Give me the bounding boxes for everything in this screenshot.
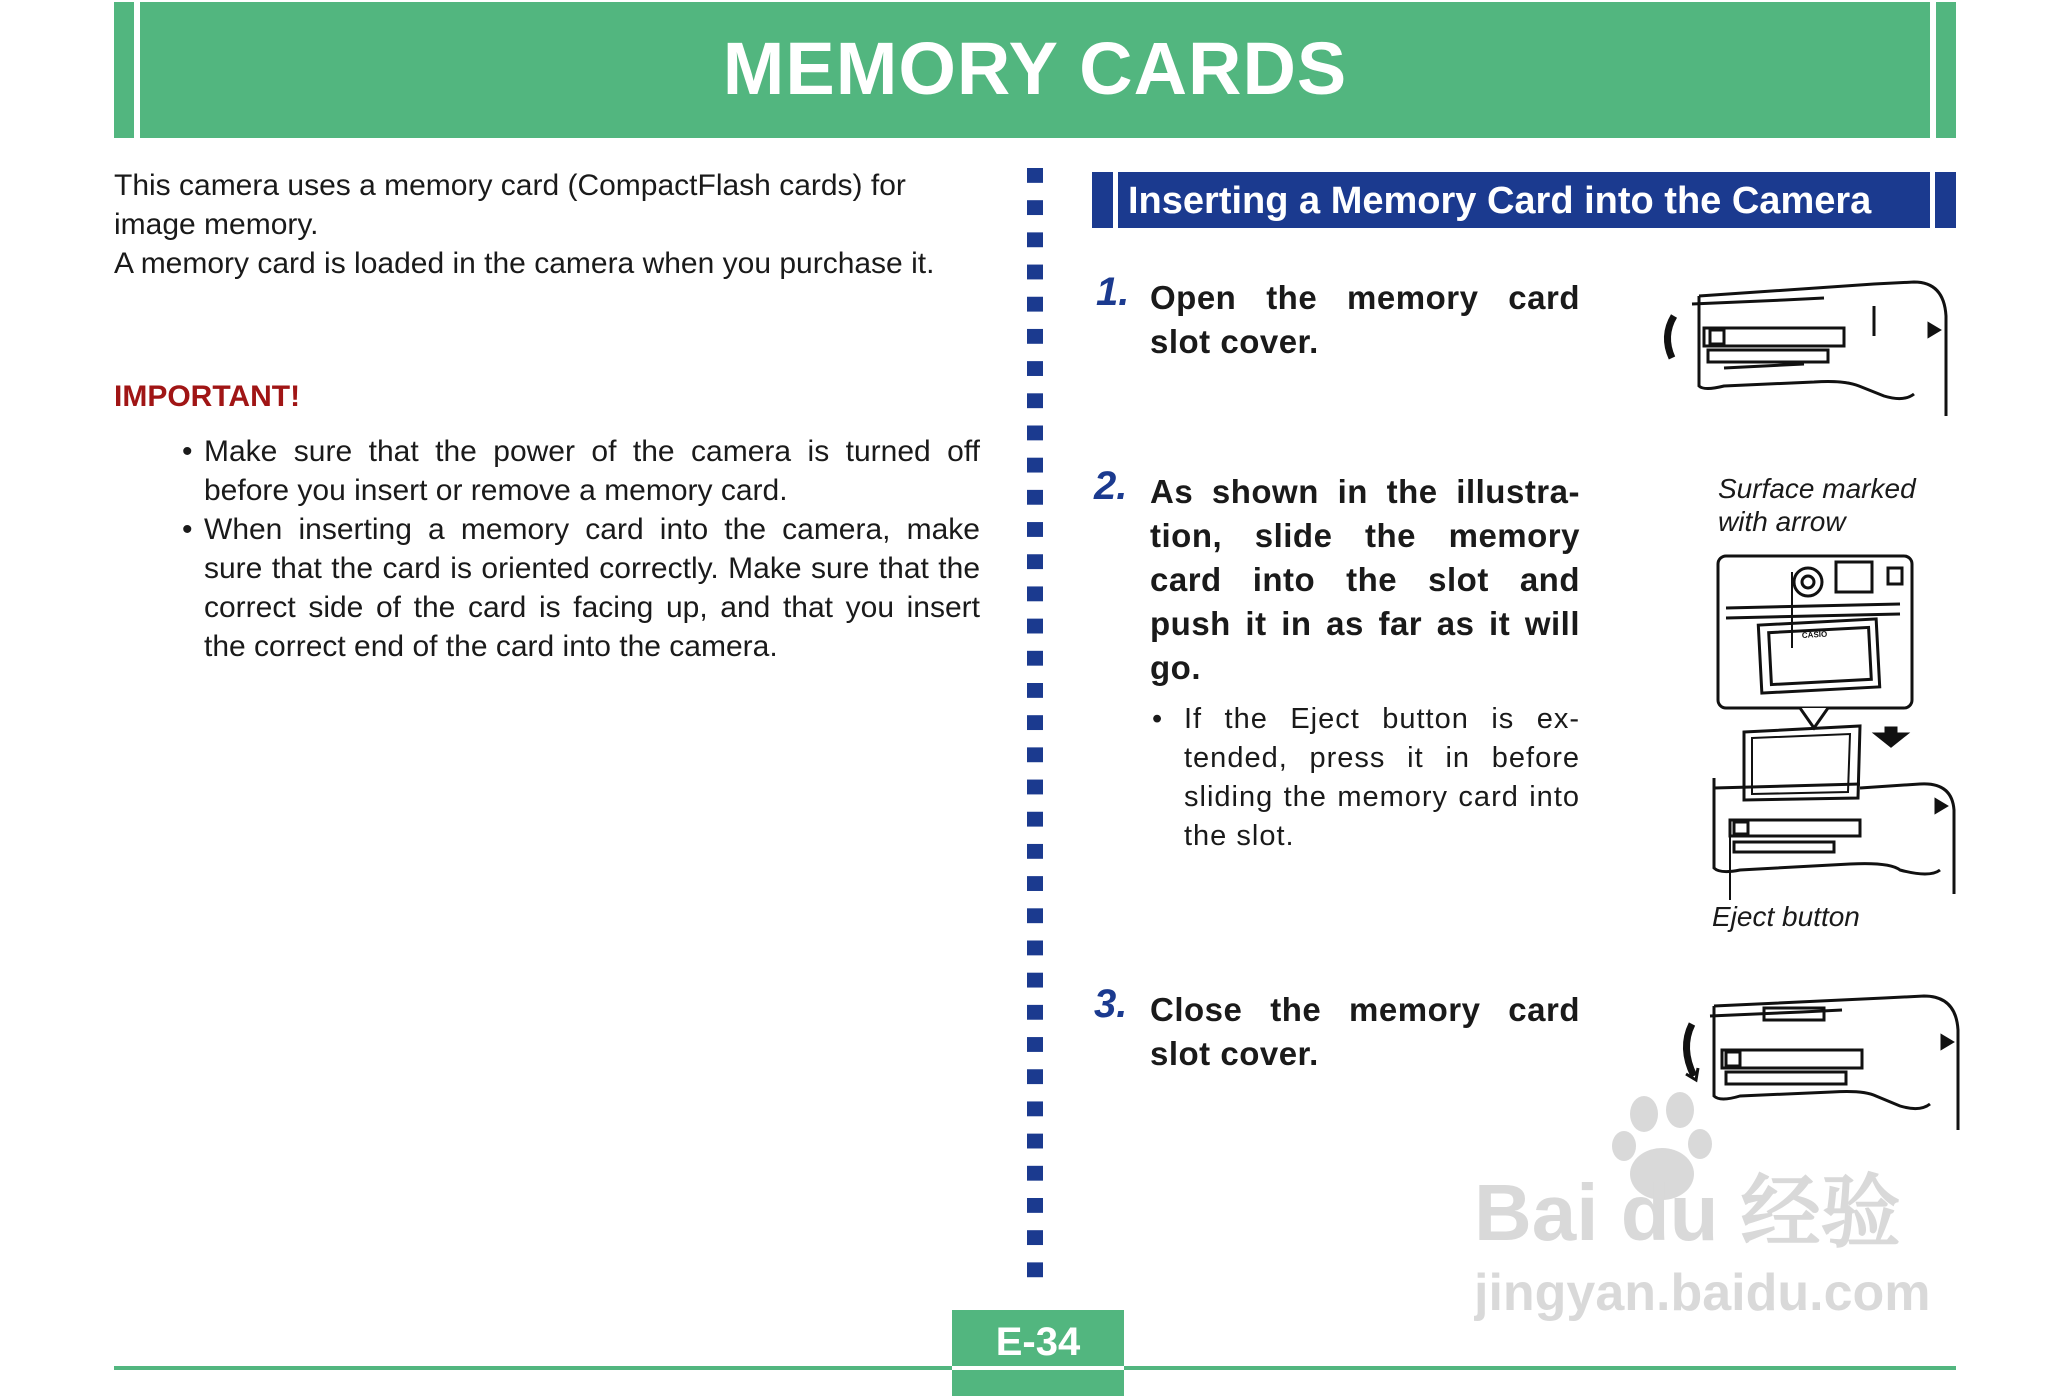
bullet-icon: • [182, 513, 193, 546]
caption-eject-button: Eject button [1712, 901, 1860, 932]
section-header [1092, 172, 1956, 228]
bullet-icon: • [182, 435, 193, 468]
watermark-logo: Bai du 经验 [1474, 1168, 1901, 1257]
caption-surface-marked: Surface marked with arrow [1718, 473, 1916, 537]
list-item: • Make sure that the power of the camera is turned off before you insert or remove a memory card. [176, 432, 980, 510]
page-box-divider [952, 1366, 1124, 1370]
intro-text [114, 166, 980, 283]
list-item: • When inserting a memory card into the camera, make sure that the card is oriented correctly. Make sure that the correct side of the card is facing up, and that you insert the correct end of the card into the camera. [176, 510, 980, 666]
step-3-text: Close the memory card slot cover. [1150, 991, 1580, 1072]
step-1-text: Open the memory card slot cover. [1150, 279, 1580, 360]
section-title: Inserting a Memory Card into the Camera [1128, 180, 1872, 222]
watermark-url: jingyan.baidu.com [1474, 1264, 1931, 1322]
column-divider [1027, 168, 1043, 1288]
page-number: E-34 [995, 1320, 1081, 1364]
intro-paragraph-1: This camera uses a memory card (CompactFlash cards) for image memory. [114, 169, 906, 241]
baidu-watermark [1474, 1090, 1954, 1330]
page-number-box [952, 1310, 1124, 1396]
bullet-icon: • [1152, 703, 1164, 735]
page-title: MEMORY CARDS [722, 27, 1348, 110]
step-3-number: 3. [1094, 982, 1128, 1026]
step-2-note: • If the Eject button is ex-tended, press it in before sliding the memory card into the slot. [1150, 700, 1580, 856]
card-brand-label: CASIO [1801, 629, 1828, 640]
section-header-gap-left [1113, 172, 1118, 228]
intro-paragraph-2: A memory card is loaded in the camera when you purchase it. [114, 247, 935, 280]
section-header-gap-right [1930, 172, 1935, 228]
important-list [176, 432, 980, 666]
page-header [114, 2, 1956, 138]
step-1-number: 1. [1096, 270, 1130, 314]
camera-open-cover-illustration [1644, 276, 1954, 416]
important-heading: IMPORTANT! [114, 380, 301, 413]
step-2-text: As shown in the illustra-tion, slide the memory card into the slot and push it in as far as it will go. [1150, 473, 1580, 686]
step-2-number: 2. [1094, 464, 1128, 508]
card-insertion-illustration [1700, 548, 1970, 908]
